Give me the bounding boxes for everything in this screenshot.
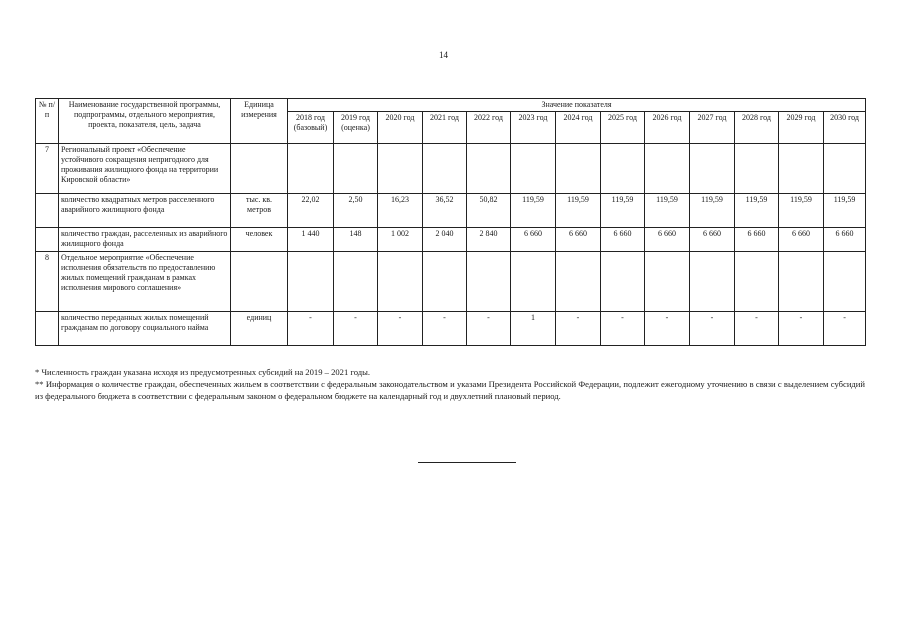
row-value (824, 144, 866, 194)
row-value: 1 440 (288, 228, 334, 252)
row-value (824, 252, 866, 312)
row-value: 119,59 (601, 194, 645, 228)
row-value (645, 144, 690, 194)
row-num (36, 194, 59, 228)
table-row (36, 312, 866, 346)
header-year: 2023 год (511, 112, 556, 144)
row-value (779, 252, 824, 312)
row-value (467, 252, 511, 312)
row-value (423, 252, 467, 312)
row-num: 8 (36, 252, 59, 312)
header-year: 2020 год (378, 112, 423, 144)
row-value (334, 144, 378, 194)
header-year: 2027 год (690, 112, 735, 144)
row-value (601, 144, 645, 194)
row-value (288, 144, 334, 194)
table-row (36, 144, 866, 194)
row-value: - (467, 312, 511, 346)
row-name: Отдельное мероприятие «Обеспечение исполнения обязательств по предоставлению жилых помещений гражданам в рамках исполнения мирового соглашения» (59, 252, 231, 312)
row-value (511, 144, 556, 194)
row-name: количество переданных жилых помещений гражданам по договору социального найма (59, 312, 231, 346)
row-value: - (645, 312, 690, 346)
row-value (556, 144, 601, 194)
header-year: 2019 год (оценка) (334, 112, 378, 144)
footnote-2: ** Информация о количестве граждан, обеспеченных жильем в соответствии с федеральным законодательством и указами Президента Российской Федерации, подлежит ежегодному уточнению в связи с выделением субсидий из федерального бюджета в соответствии с федеральным законом о федеральном бюджете на календарный год и двухлетний плановый период. (35, 379, 865, 401)
row-value: 6 660 (556, 228, 601, 252)
header-year: 2029 год (779, 112, 824, 144)
table-row (36, 252, 866, 312)
row-value (735, 252, 779, 312)
row-unit: единиц (231, 312, 288, 346)
row-value: 22,02 (288, 194, 334, 228)
header-num: № п/п (36, 99, 59, 144)
row-value: 6 660 (735, 228, 779, 252)
row-value: - (824, 312, 866, 346)
row-value: 36,52 (423, 194, 467, 228)
row-value: 2 840 (467, 228, 511, 252)
page-number: 14 (439, 50, 448, 60)
row-value: 148 (334, 228, 378, 252)
footnotes (35, 366, 865, 402)
row-value: 6 660 (690, 228, 735, 252)
row-value (334, 252, 378, 312)
row-value: - (779, 312, 824, 346)
row-value: 119,59 (824, 194, 866, 228)
row-value (511, 252, 556, 312)
row-value: 1 002 (378, 228, 423, 252)
row-value (378, 252, 423, 312)
header-year: 2026 год (645, 112, 690, 144)
row-unit (231, 144, 288, 194)
row-value (735, 144, 779, 194)
header-year: 2028 год (735, 112, 779, 144)
row-value: 119,59 (511, 194, 556, 228)
divider-line (418, 462, 516, 463)
row-value (690, 252, 735, 312)
row-value (423, 144, 467, 194)
row-value: - (378, 312, 423, 346)
row-num: 7 (36, 144, 59, 194)
row-value: - (288, 312, 334, 346)
row-name: количество граждан, расселенных из аварийного жилищного фонда (59, 228, 231, 252)
row-value: 16,23 (378, 194, 423, 228)
footnote-1: * Численность граждан указана исходя из предусмотренных субсидий на 2019 – 2021 годы. (35, 367, 371, 377)
row-value: 6 660 (601, 228, 645, 252)
row-value: - (601, 312, 645, 346)
row-value: 119,59 (779, 194, 824, 228)
row-value: 6 660 (511, 228, 556, 252)
row-value: 2 040 (423, 228, 467, 252)
row-num (36, 312, 59, 346)
row-value: 6 660 (645, 228, 690, 252)
row-value: 119,59 (735, 194, 779, 228)
row-value: - (556, 312, 601, 346)
row-value: - (334, 312, 378, 346)
table-row (36, 228, 866, 252)
row-name: количество квадратных метров расселенного аварийного жилищного фонда (59, 194, 231, 228)
header-year: 2025 год (601, 112, 645, 144)
row-value: 1 (511, 312, 556, 346)
row-value: - (690, 312, 735, 346)
row-value: 50,82 (467, 194, 511, 228)
header-values-group: Значение показателя (288, 99, 866, 112)
header-year: 2022 год (467, 112, 511, 144)
table-row (36, 194, 866, 228)
row-value: - (423, 312, 467, 346)
row-value: 119,59 (690, 194, 735, 228)
row-value: 6 660 (779, 228, 824, 252)
row-value: 6 660 (824, 228, 866, 252)
row-unit: тыс. кв. метров (231, 194, 288, 228)
row-unit: человек (231, 228, 288, 252)
row-value (779, 144, 824, 194)
header-unit: Единица измерения (231, 99, 288, 144)
row-value (690, 144, 735, 194)
row-unit (231, 252, 288, 312)
header-year: 2030 год (824, 112, 866, 144)
row-value (645, 252, 690, 312)
row-value (378, 144, 423, 194)
row-value: 119,59 (645, 194, 690, 228)
header-year: 2024 год (556, 112, 601, 144)
row-value (601, 252, 645, 312)
row-value (556, 252, 601, 312)
row-num (36, 228, 59, 252)
row-value: 2,50 (334, 194, 378, 228)
header-name: Наименование государственной программы, подпрограммы, отдельного мероприятия, проекта, показателя, цель, задача (59, 99, 231, 144)
indicators-table (35, 98, 866, 346)
header-year: 2018 год (базовый) (288, 112, 334, 144)
row-value: 119,59 (556, 194, 601, 228)
row-value (467, 144, 511, 194)
row-value (288, 252, 334, 312)
header-year: 2021 год (423, 112, 467, 144)
row-value: - (735, 312, 779, 346)
row-name: Региональный проект «Обеспечение устойчивого сокращения непригодного для проживания жилищного фонда на территории Кировской области» (59, 144, 231, 194)
